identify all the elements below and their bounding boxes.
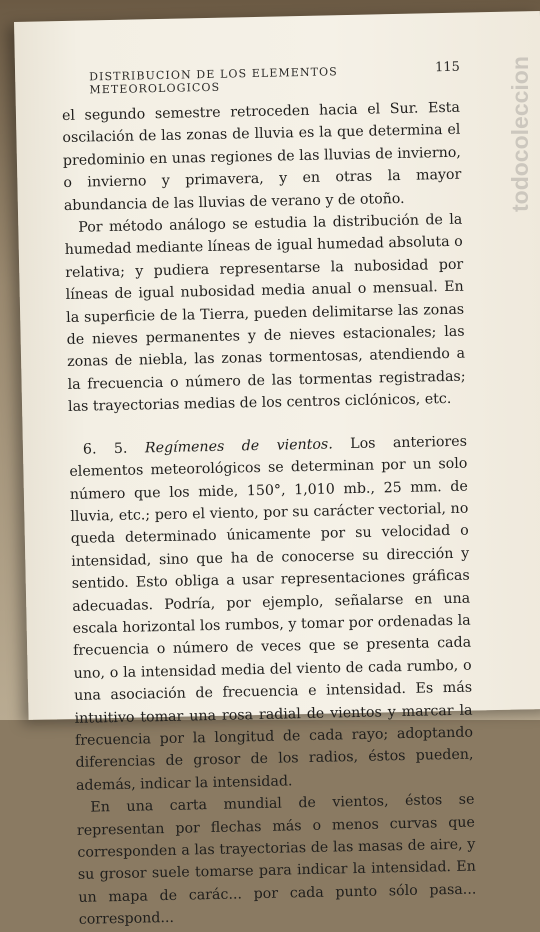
- paragraph-wind-regimes: [69, 430, 474, 797]
- section-text: Los anteriores elementos meteorológicos se determinan por un solo número que los mide, 150°, 1,010 mb., 25 mm. de lluvia, etc.; pero el viento, por su carácter vectorial, no queda determinado únicamente por su velocidad o intensidad, sino que ha de conocerse su dirección y sentido. Esto obliga a usar representaciones gráficas adecuadas. Podría, por ejemplo, señalarse en una escala horizontal los rumbos, y tomar por ordenadas la frecuencia o número de veces que se presenta cada uno, o la intensidad media del viento de cada rumbo, o una asociación de frecuencia e intensidad. Es más intuitivo tomar una rosa radial de vientos y marcar la frecuencia por la longitud de cada rayo; adoptando diferencias de grosor de los radios, éstos pueden, además, indicar la intensidad.: [69, 433, 474, 794]
- section-title: Regímenes de vientos.: [144, 436, 333, 457]
- svg-text:todocoleccion: todocoleccion: [507, 56, 533, 212]
- page-number: 115: [434, 59, 461, 76]
- watermark-logo: [498, 16, 538, 216]
- book-page: [14, 11, 540, 929]
- paragraph-wind-charts: En una carta mundial de vientos, éstos se representan por flechas más o menos curvas que corresponden a las trayectorias de las masas de aire, y su grosor suele tomarse para indicar la intensidad. En un mapa de carác... por cada punto sólo pasa... correspond...: [76, 791, 477, 929]
- paragraph-rain-zones: el segundo semestre retroceden hacia el Sur. Esta oscilación de las zonas de lluvia es la que determina el predominio en unas regiones de las lluvias de invierno, o invierno y primavera, y en otras la mayor abundancia de las lluvias de verano y de otoño.: [61, 99, 462, 214]
- running-header: DISTRIBUCION DE LOS ELEMENTOS METEOROLOGICOS: [89, 65, 338, 97]
- paragraph-humidity: Por método análogo se estudia la distribución de la humedad mediante líneas de igual humedad absoluta o relativa; y pudiera representarse la nubosidad por líneas de igual nubosidad media anual o mensual. En la superficie de la Tierra, pueden delimitarse las zonas de nieves permanentes y de nieves estacionales; las zonas de niebla, las zonas tormentosas, atendiendo a la frecuencia o número de las tormentas registradas; las trayectorias medias de los centros ciclónicos, etc.: [64, 211, 466, 416]
- section-number: 6. 5.: [82, 440, 128, 458]
- page-body: [62, 97, 477, 932]
